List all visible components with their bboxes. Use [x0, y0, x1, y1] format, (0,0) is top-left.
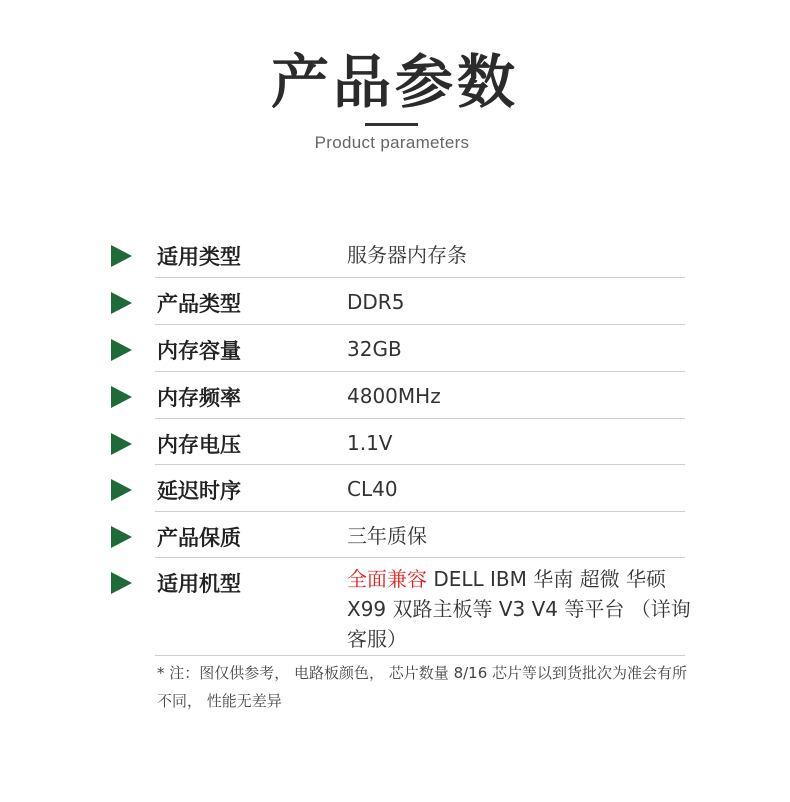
param-label: 内存容量: [157, 339, 241, 363]
param-value: 4800MHz: [347, 384, 441, 408]
arrow-right-icon: [111, 479, 132, 501]
param-row: [0, 325, 790, 372]
param-label: 延迟时序: [157, 479, 241, 503]
page-subtitle: Product parameters: [314, 133, 470, 152]
param-label: 产品保质: [157, 526, 241, 550]
param-row: [0, 278, 790, 325]
row-divider: [155, 655, 685, 656]
arrow-right-icon: [111, 386, 132, 408]
param-label: 适用类型: [157, 245, 241, 269]
params-table: [0, 231, 790, 656]
param-label: 产品类型: [157, 292, 241, 316]
param-label: 适用机型: [157, 572, 241, 596]
arrow-right-icon: [111, 339, 132, 361]
param-row: [0, 465, 790, 512]
param-label: 内存频率: [157, 386, 241, 410]
param-value: CL40: [347, 477, 398, 501]
param-value: 32GB: [347, 337, 402, 361]
arrow-right-icon: [111, 526, 132, 548]
disclaimer-note: * 注：图仅供参考， 电路板颜色， 芯片数量 8/16 芯片等以到货批次为准会有所不同， 性能无差异: [157, 664, 688, 710]
param-label: 内存电压: [157, 433, 241, 457]
param-value: 1.1V: [347, 431, 393, 455]
arrow-right-icon: [111, 245, 132, 267]
param-row: [0, 558, 790, 656]
param-value: DDR5: [347, 290, 405, 314]
param-row: [0, 419, 790, 465]
param-value: 服务器内存条: [347, 243, 467, 267]
title-underline: [365, 123, 418, 126]
arrow-right-icon: [111, 292, 132, 314]
compat-text: DELL IBM 华南 超微 华硕 X99 双路主板等 V3 V4 等平台 （详询客服）: [347, 567, 691, 651]
page-title: 产品参数: [270, 48, 519, 116]
arrow-right-icon: [111, 433, 132, 455]
compat-highlight: 全面兼容: [347, 567, 427, 591]
param-row: [0, 372, 790, 419]
param-row: [0, 512, 790, 558]
param-value: [347, 564, 692, 654]
arrow-right-icon: [111, 572, 132, 594]
param-row: [0, 231, 790, 278]
param-value: 三年质保: [347, 524, 427, 548]
